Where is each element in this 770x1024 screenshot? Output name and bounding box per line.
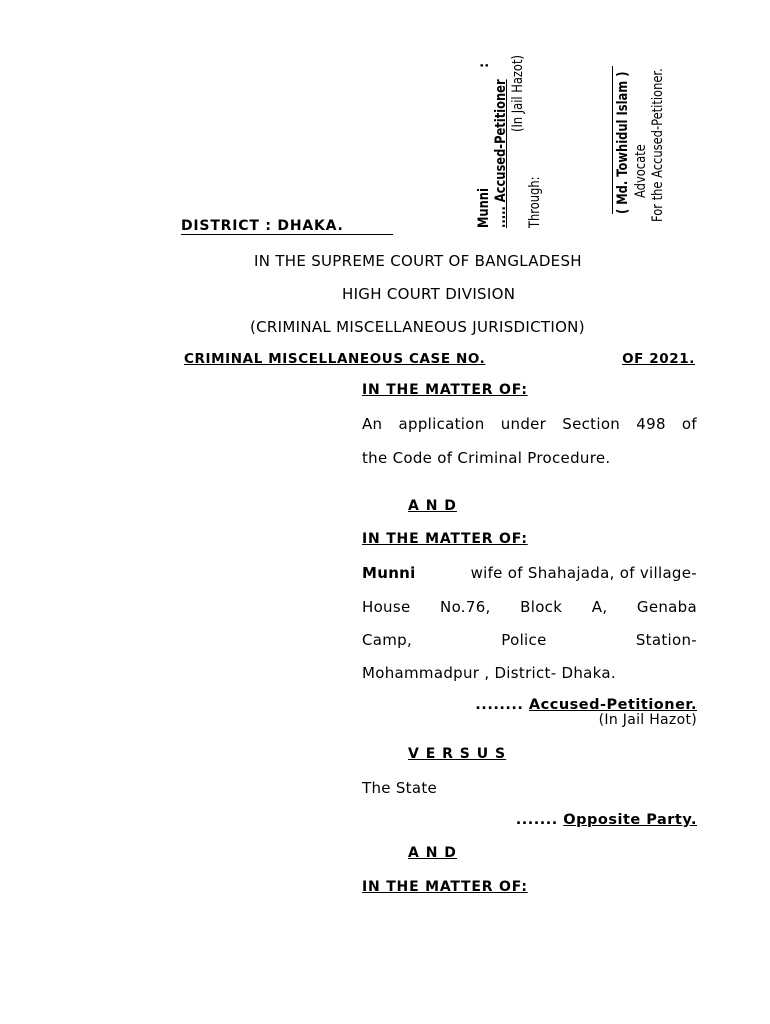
application-line-1: An application under Section 498 of bbox=[362, 415, 697, 433]
signature-line bbox=[612, 66, 613, 214]
side-colon: : bbox=[477, 62, 492, 68]
district-heading: DISTRICT : DHAKA. bbox=[181, 218, 344, 234]
side-advocate-for: For the Accused-Petitioner. bbox=[650, 68, 666, 222]
side-petitioner-role: ..... Accused-Petitioner bbox=[493, 79, 509, 228]
versus-heading: V E R S U S bbox=[408, 746, 507, 762]
jurisdiction: (CRIMINAL MISCELLANEOUS JURISDICTION) bbox=[250, 318, 585, 336]
state-name: The State bbox=[362, 779, 438, 797]
accused-label: Accused-Petitioner. bbox=[528, 697, 697, 713]
petitioner-line-1-rest: wife of Shahajada, of village- bbox=[465, 564, 697, 582]
application-line-2: the Code of Criminal Procedure. bbox=[362, 449, 611, 467]
petitioner-line-1 bbox=[362, 564, 697, 582]
case-year: OF 2021. bbox=[622, 351, 695, 367]
court-name: IN THE SUPREME COURT OF BANGLADESH bbox=[254, 252, 582, 270]
petitioner-name: Munni bbox=[362, 564, 416, 582]
matter-heading-3: IN THE MATTER OF: bbox=[362, 879, 528, 895]
accused-status: (In Jail Hazot) bbox=[598, 712, 697, 728]
matter-heading-2: IN THE MATTER OF: bbox=[362, 531, 528, 547]
side-advocate-title: Advocate bbox=[633, 144, 649, 198]
accused-dots: ........ bbox=[475, 697, 529, 713]
opp-dots: ....... bbox=[515, 812, 564, 828]
opp-label: Opposite Party. bbox=[563, 812, 697, 828]
petitioner-line-4: Mohammadpur , District- Dhaka. bbox=[362, 664, 616, 682]
and-heading-2: A N D bbox=[408, 845, 457, 861]
opposite-party-line bbox=[516, 812, 697, 828]
case-no-label: CRIMINAL MISCELLANEOUS CASE NO. bbox=[184, 351, 486, 367]
side-petitioner-name: Munni bbox=[476, 188, 492, 228]
side-through: Through: bbox=[527, 176, 543, 228]
and-heading-1: A N D bbox=[408, 498, 457, 514]
case-number-line bbox=[184, 351, 695, 367]
petitioner-line-2: House No.76, Block A, Genaba bbox=[362, 598, 697, 616]
matter-heading-1: IN THE MATTER OF: bbox=[362, 382, 528, 398]
accused-petitioner-line bbox=[475, 697, 697, 713]
division-name: HIGH COURT DIVISION bbox=[342, 285, 516, 303]
side-advocate-name: ( Md. Towhidul Islam ) bbox=[615, 71, 631, 215]
district-underline bbox=[181, 234, 393, 235]
petitioner-line-3: Camp, Police Station- bbox=[362, 631, 697, 649]
side-petitioner-status: (In Jail Hazot) bbox=[510, 55, 526, 132]
